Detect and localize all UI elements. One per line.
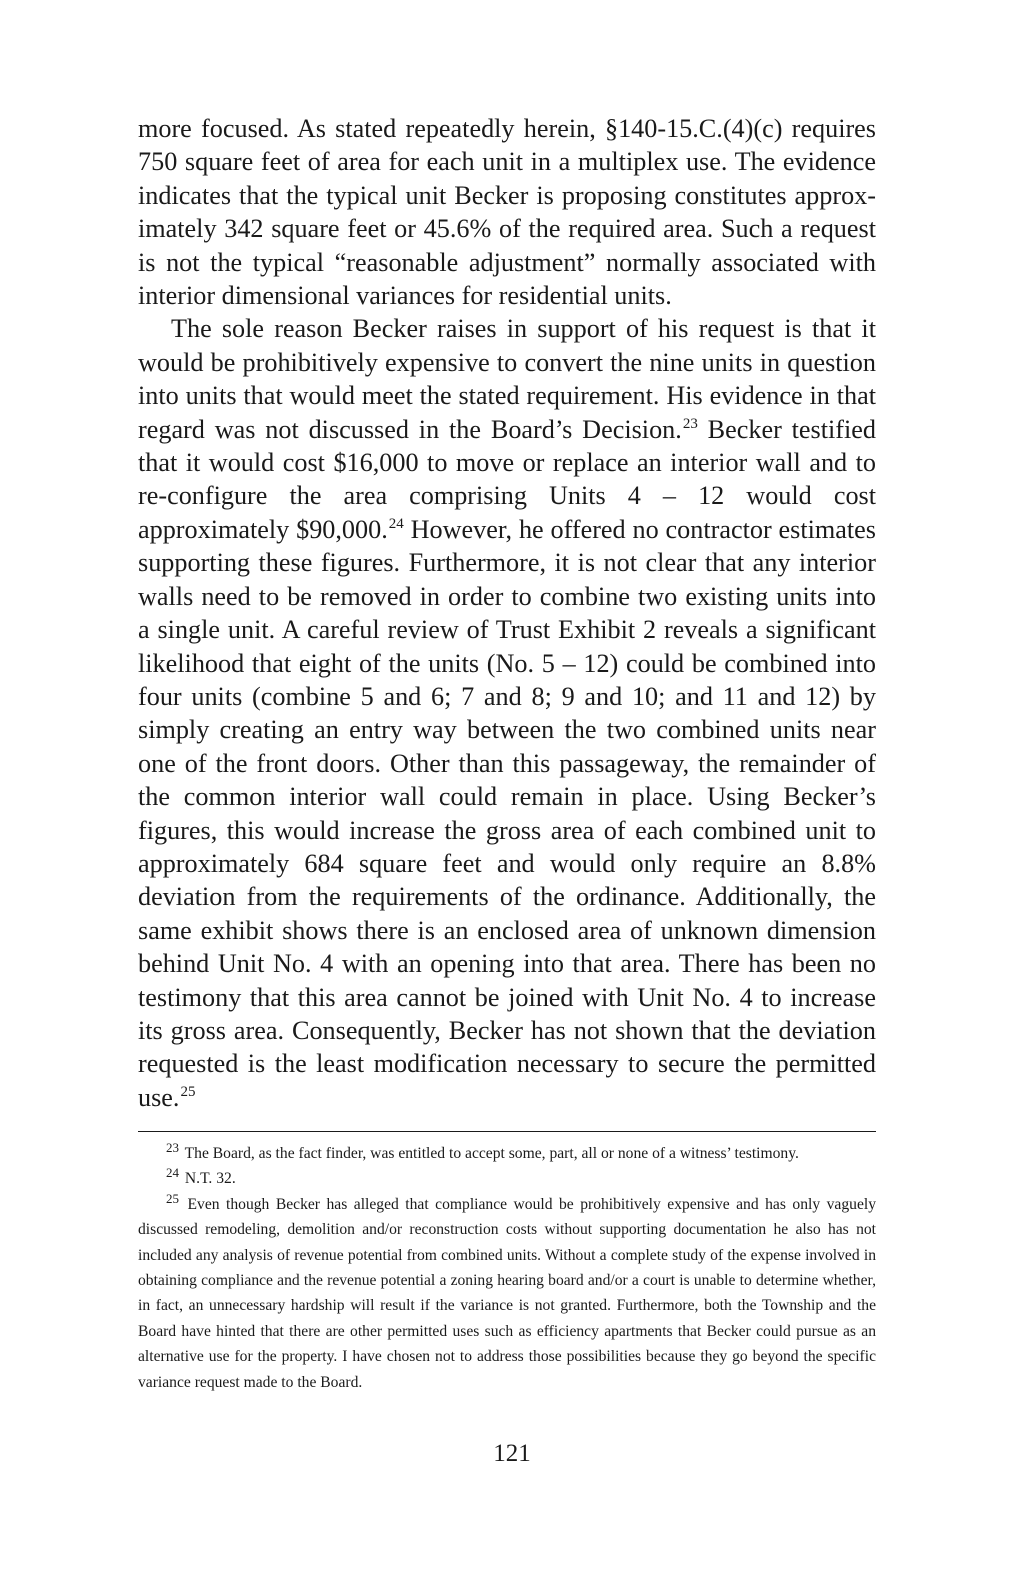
paragraph-2-text-b: Becker testified that it would cost $16,000 to move or replace an interior wall and to re-configure the area comprising Units 4 – 12 would cost approximately $90,000. [138,414,877,544]
page-body [138,112,876,1114]
footnote-ref-23[interactable]: 23 [682,415,698,432]
footnotes [138,1141,876,1395]
paragraph-2-text-a: The sole reason Becker raises in support of his request is that it would be prohibitively expensive to convert the nine units in question into units that would meet the stated requirement. His evidence in that regard was not discussed in the Board’s Decision. [138,314,876,444]
footnote-separator [138,1131,876,1132]
paragraph-2-text-c: However, he offered no contractor estimates supporting these figures. Furthermore, it is not clear that any interior walls need to be removed in order to combine two existing units into a single unit. A careful review of Trust Exhibit 2 reveals a significant likelihood that eight of the units (No. 5 – 12) could be combined into four units (combine 5 and 6; 7 and 8; 9 and 10; and 11 and 12) by simply creating an entry way between the two combined units near one of the front doors. Other than this passageway, the remainder of the common interior wall could remain in place. Using Becker’s figures, this would increase the gross area of each combined unit to approximately 684 square feet and would only require an 8.8% deviation from the requirements of the ordinance. Additionally, the same exhibit shows there is an enclosed area of unknown dimension behind Unit No. 4 with an opening into that area. There has been no testimony that this area cannot be joined with Unit No. 4 to increase its gross area. Consequently, Becker has not shown that the deviation requested is the least modification necessary to secure the permitted use. [138,514,876,1112]
footnote-25 [138,1192,876,1395]
footnote-24 [138,1166,876,1191]
footnote-23 [138,1141,876,1166]
footnote-number: 23 [166,1140,179,1155]
footnote-text: The Board, as the fact finder, was entitled to accept some, part, all or none of a witness’ testimony. [184,1145,799,1162]
footnote-text: Even though Becker has alleged that compliance would be prohibitively expensive and has only vaguely discussed remodeling, demolition and/or reconstruction costs without supporting documentation he also has not included any analysis of revenue potential from combined units. Without a complete study of the expense involved in obtaining compliance and the revenue potential a zoning hearing board and/or a court is unable to determine whether, in fact, an unnecessary hardship will result if the variance is not granted. Furthermore, both the Township and the Board have hinted that there are other permitted uses such as efficiency apartments that Becker could pursue as an alternative use for the property. I have chosen not to address those possibilities because they go beyond the specific variance request made to the Board. [138,1195,876,1391]
footnote-ref-25[interactable]: 25 [180,1083,196,1100]
paragraph-2 [138,312,876,1114]
footnote-number: 24 [166,1165,179,1181]
paragraph-1 [138,112,876,312]
paragraph-1-text: more focused. As stated repeatedly herein, §140-15.C.(4)(c) requires 750 square feet of area for each unit in a multiplex use. The evidence indicates that the typical unit Becker is proposing constitutes approximately 342 square feet or 45.6% of the required area. Such a request is not the typical “reasonable adjustment” normally associated with interior dimensional variances for residential units. [138,114,876,311]
footnote-text: N.T. 32. [184,1170,236,1188]
page-number: 121 [493,1440,531,1467]
footnote-number: 25 [166,1190,179,1206]
body-text [138,112,876,1114]
footnote-ref-24[interactable]: 24 [388,515,404,532]
